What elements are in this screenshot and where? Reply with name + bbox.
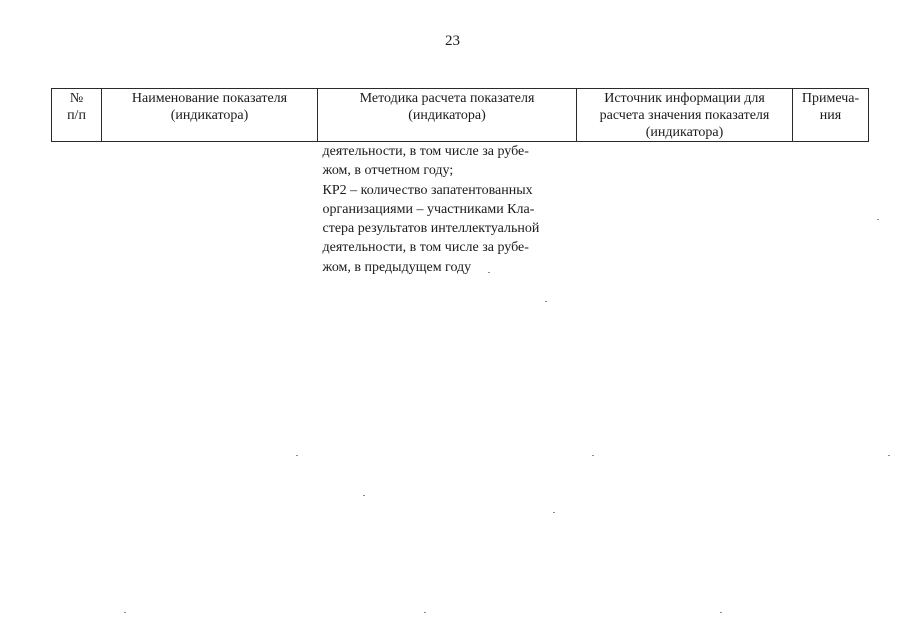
header-information-source-label: Источник информации для расчета значения показателя (индикатора) xyxy=(599,91,770,140)
scan-speck xyxy=(545,301,547,302)
cell-information-source xyxy=(577,142,793,278)
header-number xyxy=(52,89,102,142)
header-calculation-method-label: Методика расчета показателя (индикатора) xyxy=(359,91,535,123)
cell-notes xyxy=(793,142,869,278)
cell-indicator-name xyxy=(102,142,318,278)
scan-speck xyxy=(592,455,594,456)
table-header xyxy=(52,89,869,142)
scan-speck xyxy=(296,455,298,456)
table-row xyxy=(52,142,869,278)
scan-speck xyxy=(877,219,879,220)
header-row xyxy=(52,89,869,142)
header-indicator-name xyxy=(102,89,318,142)
header-information-source xyxy=(577,89,793,142)
scan-speck xyxy=(124,612,126,613)
scan-speck xyxy=(363,495,365,496)
header-number-label: № п/п xyxy=(67,91,86,123)
header-notes-label: Примеча- ния xyxy=(801,91,860,123)
scan-speck xyxy=(888,455,890,456)
scan-speck xyxy=(553,512,555,513)
scan-speck xyxy=(424,612,426,613)
header-calculation-method xyxy=(318,89,577,142)
scan-speck xyxy=(488,272,490,273)
indicators-table xyxy=(51,88,869,277)
cell-calculation-method xyxy=(318,142,577,278)
page-number: 23 xyxy=(445,33,460,49)
header-indicator-name-label: Наименование показателя (индикатора) xyxy=(131,91,288,123)
cell-number xyxy=(52,142,102,278)
scan-speck xyxy=(720,612,722,613)
header-notes xyxy=(793,89,869,142)
calculation-method-text: деятельности, в том числе за рубе- жом, в отчетном году; КР2 – количество запатентованных организациями – участниками Кла- стера результатов интеллектуальной деятельности, в том числе за рубе- жом, в предыдущем году xyxy=(322,144,540,275)
